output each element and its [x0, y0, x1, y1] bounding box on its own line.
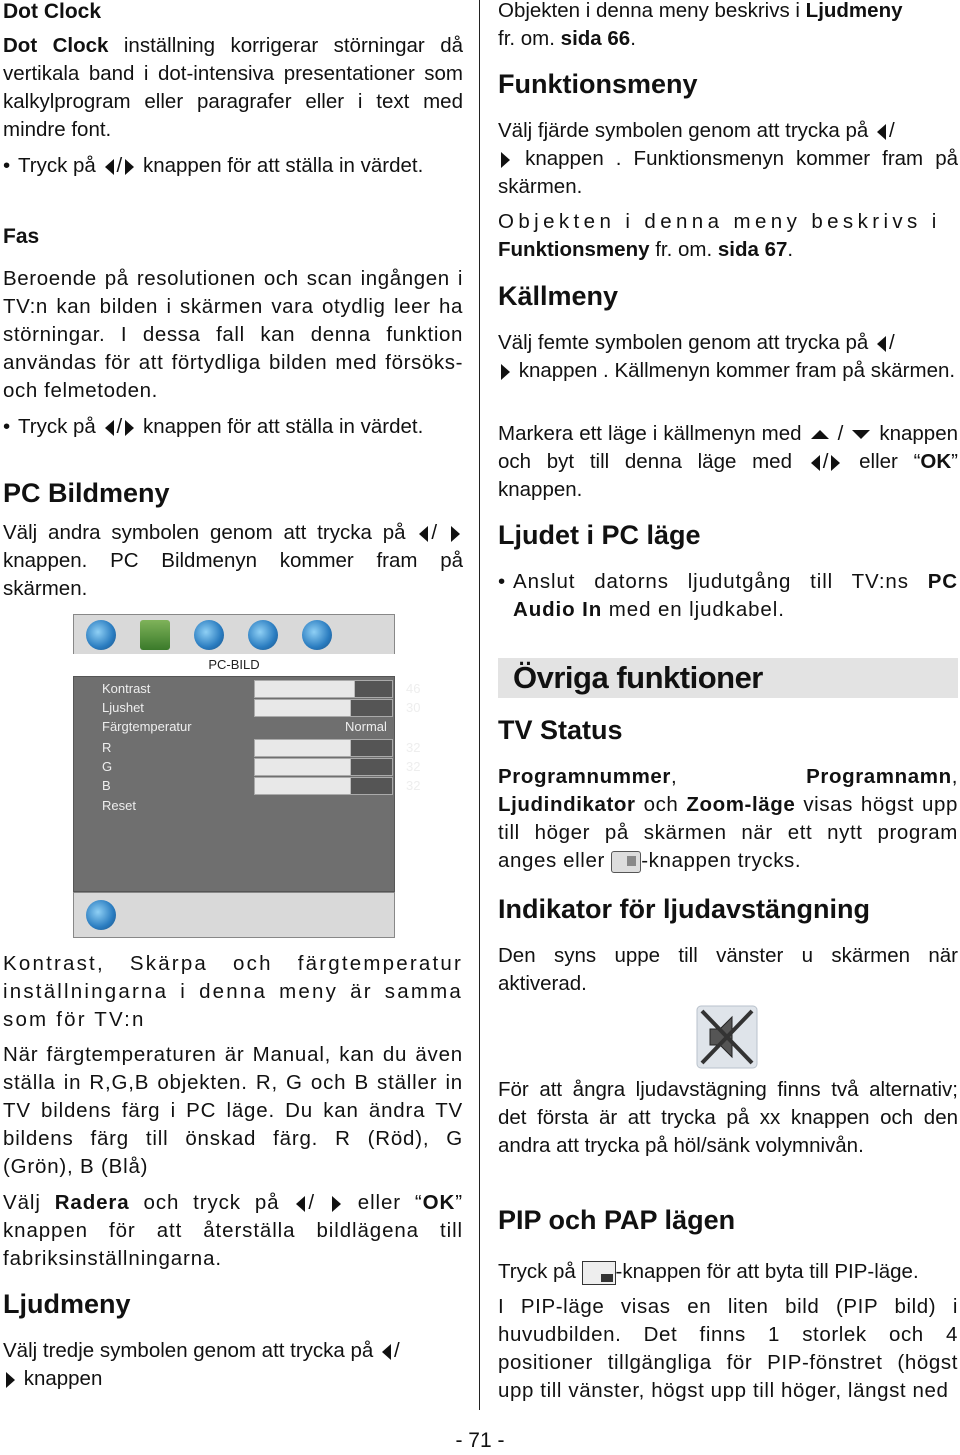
osd-level-bar: [254, 758, 393, 776]
osd-row-ljushet: [102, 698, 421, 717]
osd-row-reset: [102, 796, 394, 815]
osd-menu-body: [73, 676, 421, 892]
ljudet-pc-heading: Ljudet i PC läge: [498, 520, 701, 550]
osd-icon-bar: [73, 614, 395, 656]
osd-icon-3: [194, 620, 224, 650]
left-arrow-icon: [811, 455, 820, 471]
column-divider: [479, 0, 480, 1410]
osd-row-value: 46: [406, 681, 421, 696]
pip-button-icon: [582, 1261, 616, 1285]
pip-pap-heading: PIP och PAP lägen: [498, 1205, 736, 1235]
tv-status-paragraph: Programnummer, Programnamn, Ljudindikator och Zoom-läge visas högst upp till höger på skärmen när ett nytt program anges eller -knappen trycks.: [498, 765, 959, 872]
kontrast-paragraph: Kontrast, Skärpa och färgtemperatur inställningarna i denna meny är samma som för TV:n: [3, 952, 463, 1031]
osd-row-label: Kontrast: [102, 681, 151, 696]
osd-row-label: R: [102, 740, 112, 755]
right-arrow-icon: [831, 455, 840, 471]
down-arrow-icon: [852, 430, 870, 439]
funktionsmeny-paragraph: Välj fjärde symbolen genom att trycka på / knappen . Funktionsmenyn kommer fram på skärmen.: [498, 119, 958, 198]
osd-title: PC-BILD: [73, 654, 395, 676]
fas-paragraph: Beroende på resolutionen och scan ingången i TV:n kan bilden i skärmen vara otydlig leer ha störningar. I dessa fall kan denna funktion användas för att förtydliga bilden med försöks- och felmetoden.: [3, 267, 463, 402]
osd-row-b: [102, 776, 421, 795]
right-arrow-icon: [451, 526, 460, 542]
osd-row-label: Reset: [102, 798, 136, 813]
angra-paragraph: För att ångra ljudavstägning finns två alternativ; det första är att trycka på xx knappen och den andra att trycka på höl/sänk volymnivån.: [498, 1078, 958, 1157]
indikator-paragraph: Den syns uppe till vänster u skärmen när aktiverad.: [498, 944, 958, 995]
left-arrow-icon: [877, 124, 886, 140]
osd-row-kontrast: [102, 679, 421, 698]
pip-paragraph-2: I PIP-läge visas en liten bild (PIP bild) i huvudbilden. Det finns 1 storlek och 4 positioner tillgängliga för PIP-fönstret (högst upp till vänster, högst upp till höger, längst ned: [498, 1295, 958, 1402]
ljudmeny-heading: Ljudmeny: [3, 1289, 131, 1319]
osd-level-bar: [254, 777, 393, 795]
ljudet-pc-bullet: • Anslut datorns ljudutgång till TV:ns PC Audio In med en ljudkabel.: [498, 568, 958, 624]
osd-row-label: Färgtemperatur: [102, 719, 192, 734]
tv-status-heading: TV Status: [498, 715, 623, 745]
osd-icon-1: [86, 620, 116, 650]
mute-indicator-icon: [696, 1005, 758, 1069]
fas-heading: Fas: [3, 225, 40, 248]
left-arrow-icon: [296, 1196, 305, 1212]
kallmeny-paragraph: Välj femte symbolen genom att trycka på / knappen . Källmenyn kommer fram på skärmen.: [498, 331, 956, 382]
left-arrow-icon: [877, 336, 886, 352]
osd-level-bar: [254, 739, 393, 757]
osd-bottom-icon: [86, 900, 116, 930]
right-arrow-icon: [125, 420, 134, 436]
funktionsmeny-heading: Funktionsmeny: [498, 69, 698, 99]
dotclock-bullet: • Tryck på / knappen för att ställa in värdet.: [3, 152, 463, 180]
fas-bullet: • Tryck på / knappen för att ställa in värdet.: [3, 413, 463, 441]
osd-row-value: 32: [406, 759, 421, 774]
dotclock-paragraph: Dot Clock inställning korrigerar störningar då vertikala band i dot-intensiva presentationer som kalkylprogram eller paragrafer eller i text med mindre font.: [3, 34, 463, 141]
osd-home-icon: [140, 620, 170, 650]
left-arrow-icon: [105, 159, 114, 175]
right-arrow-icon: [501, 364, 510, 380]
up-arrow-icon: [811, 430, 829, 439]
left-arrow-icon: [382, 1344, 391, 1360]
osd-level-bar: [254, 680, 393, 698]
right-arrow-icon: [6, 1372, 15, 1388]
osd-bottom-bar: [73, 892, 395, 938]
pip-paragraph-1: Tryck på -knappen för att byta till PIP-läge.: [498, 1260, 919, 1283]
ljudmeny-paragraph: Välj tredje symbolen genom att trycka på / knappen: [3, 1339, 400, 1390]
info-button-icon: [611, 851, 641, 873]
pc-bildmeny-paragraph: Välj andra symbolen genom att trycka på / knappen. PC Bildmenyn kommer fram på skärmen.: [3, 521, 463, 600]
left-arrow-icon: [105, 420, 114, 436]
markera-paragraph: Markera ett läge i källmenyn med / knappen och byt till denna läge med / eller “OK” knappen.: [498, 422, 959, 501]
osd-row-value: 30: [406, 700, 421, 715]
osd-row-label: B: [102, 778, 111, 793]
osd-icon-4: [248, 620, 278, 650]
right-arrow-icon: [332, 1196, 341, 1212]
indikator-heading: Indikator för ljudavstängning: [498, 894, 871, 924]
osd-row-value: 32: [406, 778, 421, 793]
osd-row-r: [102, 738, 421, 757]
osd-row-g: [102, 757, 421, 776]
osd-row-label: Ljushet: [102, 700, 144, 715]
pc-bildmeny-heading: PC Bildmeny: [3, 478, 170, 508]
right-arrow-icon: [501, 152, 510, 168]
dotclock-heading: Dot Clock: [3, 0, 102, 23]
farg-paragraph: När färgtemperaturen är Manual, kan du även ställa in R,G,B objekten. R, G och B ställer in TV bildens färg i PC läge. Du kan ändra TV bildens färg till önskad färg. R (Röd), G (Grön), B (Blå): [3, 1043, 463, 1178]
osd-row-value: 32: [406, 740, 421, 755]
right-arrow-icon: [125, 159, 134, 175]
left-arrow-icon: [419, 526, 428, 542]
osd-row-färgtemperatur: [102, 717, 394, 736]
osd-level-bar: [254, 699, 393, 717]
objekten-funktion-paragraph: Objekten i denna meny beskrivs i Funktionsmeny fr. om. sida 67.: [498, 210, 941, 261]
osd-row-value: Normal: [345, 719, 387, 734]
objekten-ljud-paragraph: Objekten i denna meny beskrivs i Ljudmeny fr. om. sida 66.: [498, 0, 903, 50]
osd-row-label: G: [102, 759, 113, 774]
pc-bild-osd-screenshot: [73, 614, 421, 938]
kallmeny-heading: Källmeny: [498, 281, 619, 311]
page-number: - 71 -: [455, 1429, 505, 1452]
osd-icon-5: [302, 620, 332, 650]
radera-paragraph: Välj Radera och tryck på / eller “OK” knappen för att återställa bildlägena till fabriksinställningarna.: [3, 1191, 463, 1270]
ovriga-funktioner-banner: Övriga funktioner: [498, 658, 958, 698]
